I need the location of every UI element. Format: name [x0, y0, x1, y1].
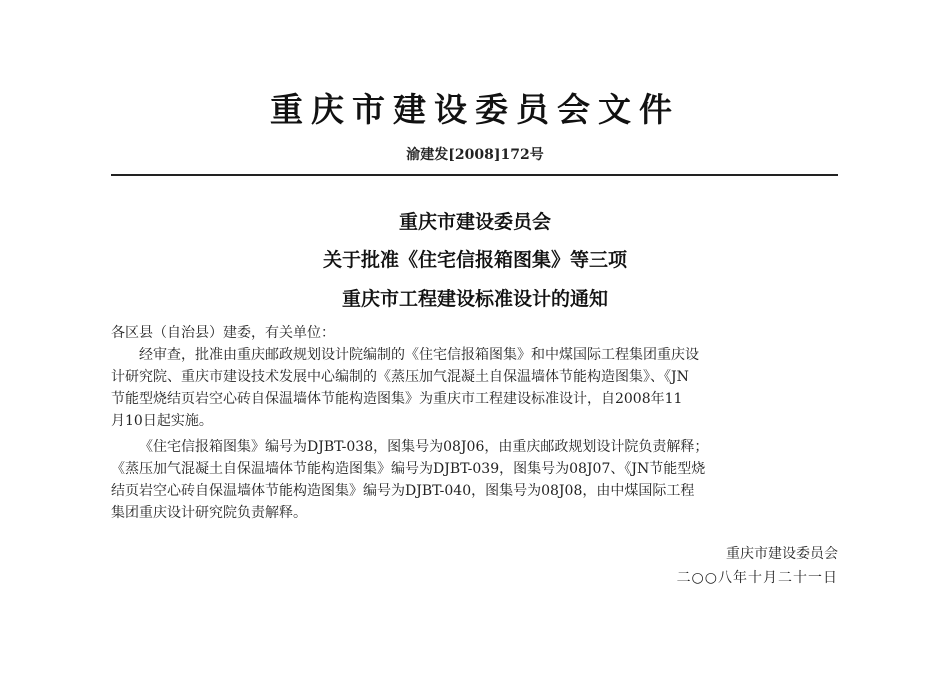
paragraph-line: 经审查，批准由重庆邮政规划设计院编制的《住宅信报箱图集》和中煤国际工程集团重庆设	[139, 347, 699, 363]
paragraph-approval	[111, 344, 838, 432]
paragraph-line: 计研究院、重庆市建设技术发展中心编制的《蒸压加气混凝土自保温墙体节能构造图集》、《JN	[111, 369, 689, 385]
paragraph-line: 《住宅信报箱图集》编号为DJBT-038，图集号为08J06，由重庆邮政规划设计院负责解释；	[139, 439, 709, 455]
document-header-title: 重庆市建设委员会文件	[270, 90, 680, 129]
signature-organization: 重庆市建设委员会	[726, 546, 838, 562]
signature-date: 二○○八年十月二十一日	[676, 570, 838, 586]
paragraph-numbering	[111, 436, 838, 524]
notice-title-line-3: 重庆市工程建设标准设计的通知	[341, 288, 608, 310]
notice-title-line-2: 关于批准《住宅信报箱图集》等三项	[322, 249, 627, 271]
notice-title-line-1: 重庆市建设委员会	[398, 211, 551, 233]
header-divider	[111, 174, 838, 176]
paragraph-line: 《蒸压加气混凝土自保温墙体节能构造图集》编号为DJBT-039，图集号为08J07、《JN节能型烧	[111, 461, 706, 477]
paragraph-line: 月10日起实施。	[111, 413, 213, 429]
document-number: 渝建发[2008]172号	[406, 147, 544, 163]
salutation: 各区县（自治县）建委，有关单位：	[111, 325, 335, 341]
paragraph-line: 结页岩空心砖自保温墙体节能构造图集》编号为DJBT-040，图集号为08J08，由中煤国际工程	[111, 483, 695, 499]
paragraph-line: 集团重庆设计研究院负责解释。	[111, 505, 307, 521]
paragraph-line: 节能型烧结页岩空心砖自保温墙体节能构造图集》为重庆市工程建设标准设计，自2008年11	[111, 391, 683, 407]
